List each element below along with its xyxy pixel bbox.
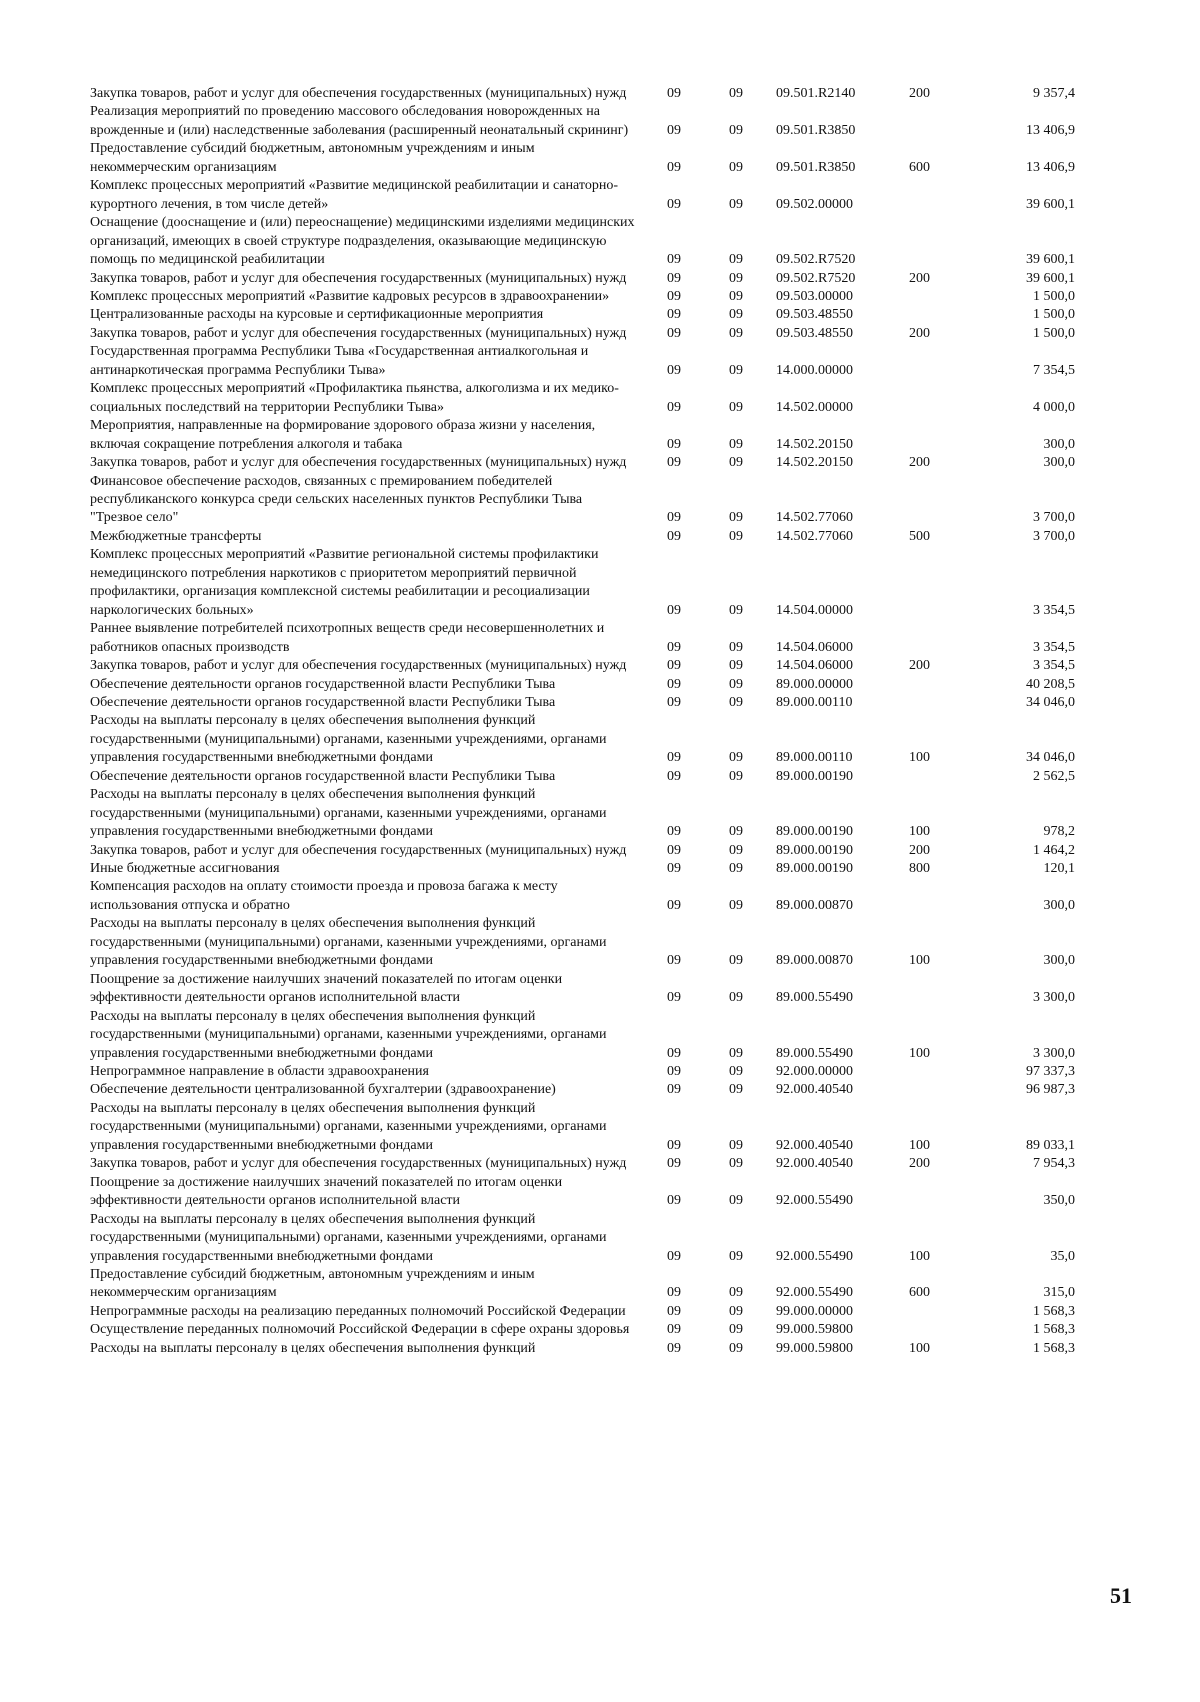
subsection-code: 09 (729, 1193, 743, 1209)
section-code: 09 (667, 1248, 681, 1264)
section-code: 09 (667, 1045, 681, 1061)
row-name: Закупка товаров, работ и услуг для обеспечения государственных (муниципальных) нужд (90, 270, 627, 286)
row-name: Расходы на выплаты персоналу в целях обеспечения выполнения функций государственными (муниципальными) органами, казенными учреждениями, органами управления государственными внебюджетными фондами (90, 713, 607, 766)
target-article-code: 09.503.00000 (776, 288, 853, 304)
table-row (90, 1303, 1110, 1321)
target-article-code: 92.000.55490 (776, 1193, 853, 1209)
target-article-code: 89.000.00190 (776, 824, 853, 840)
section-code: 09 (667, 768, 681, 784)
table-row (90, 473, 1110, 528)
amount: 1 500,0 (1033, 307, 1075, 323)
section-code: 09 (667, 658, 681, 674)
subsection-code: 09 (729, 990, 743, 1006)
expense-type-code: 200 (909, 86, 930, 101)
row-name: Непрограммное направление в области здравоохранения (90, 1064, 429, 1080)
target-article-code: 09.501.R3850 (776, 159, 856, 175)
target-article-code: 99.000.59800 (776, 1340, 853, 1356)
amount: 315,0 (1043, 1285, 1075, 1301)
target-article-code: 89.000.55490 (776, 990, 853, 1006)
subsection-code: 09 (729, 1156, 743, 1172)
section-code: 09 (667, 1285, 681, 1301)
table-row (90, 1155, 1110, 1173)
target-article-code: 92.000.40540 (776, 1082, 853, 1098)
expense-type-code: 100 (909, 953, 930, 969)
section-code: 09 (667, 1156, 681, 1172)
subsection-code: 09 (729, 694, 743, 710)
row-name: Расходы на выплаты персоналу в целях обеспечения выполнения функций (90, 1340, 536, 1356)
budget-table (90, 85, 1110, 1358)
row-name: Комплекс процессных мероприятий «Развитие кадровых ресурсов в здравоохранении» (90, 288, 610, 304)
amount: 300,0 (1043, 953, 1075, 969)
subsection-code: 09 (729, 1322, 743, 1338)
row-name: Закупка товаров, работ и услуг для обеспечения государственных (муниципальных) нужд (90, 325, 627, 341)
expense-type-code: 200 (909, 842, 930, 858)
row-name: Обеспечение деятельности централизованной бухгалтерии (здравоохранение) (90, 1082, 556, 1098)
subsection-code: 09 (729, 1137, 743, 1153)
row-name: Реализация мероприятий по проведению массового обследования новорожденных на врожденные и (или) наследственные заболевания (расширенный неонатальный скрининг) (90, 104, 629, 138)
table-row (90, 546, 1110, 620)
row-name: Обеспечение деятельности органов государственной власти Республики Тыва (90, 676, 556, 692)
table-row (90, 971, 1110, 1008)
row-name: Оснащение (дооснащение и (или) переоснащение) медицинскими изделиями медицинских организаций, имеющих в своей структуре подразделения, оказывающие медицинскую помощь по медицинской реабилитации (90, 215, 635, 268)
row-name: Мероприятия, направленные на формирование здорового образа жизни у населения, включая сокращение потребления алкоголя и табака (90, 418, 596, 452)
target-article-code: 14.502.77060 (776, 528, 853, 544)
subsection-code: 09 (729, 953, 743, 969)
amount: 39 600,1 (1026, 196, 1075, 212)
row-name: Централизованные расходы на курсовые и сертификационные мероприятия (90, 307, 544, 323)
table-row (90, 1063, 1110, 1081)
amount: 97 337,3 (1026, 1064, 1075, 1080)
subsection-code: 09 (729, 824, 743, 840)
section-code: 09 (667, 1082, 681, 1098)
amount: 96 987,3 (1026, 1082, 1075, 1098)
subsection-code: 09 (729, 1303, 743, 1319)
section-code: 09 (667, 325, 681, 341)
table-row (90, 1340, 1110, 1358)
subsection-code: 09 (729, 455, 743, 471)
table-row (90, 1008, 1110, 1063)
subsection-code: 09 (729, 676, 743, 692)
row-name: Обеспечение деятельности органов государственной власти Республики Тыва (90, 694, 556, 710)
section-code: 09 (667, 288, 681, 304)
amount: 3 700,0 (1033, 510, 1075, 526)
table-row (90, 1100, 1110, 1155)
target-article-code: 89.000.55490 (776, 1045, 853, 1061)
subsection-code: 09 (729, 897, 743, 913)
subsection-code: 09 (729, 510, 743, 526)
subsection-code: 09 (729, 196, 743, 212)
page-number: 51 (1110, 1583, 1132, 1608)
amount: 3 300,0 (1033, 990, 1075, 1006)
section-code: 09 (667, 990, 681, 1006)
section-code: 09 (667, 1064, 681, 1080)
subsection-code: 09 (729, 1064, 743, 1080)
amount: 7 954,3 (1033, 1156, 1075, 1172)
expense-type-code: 100 (909, 750, 930, 766)
table-row (90, 878, 1110, 915)
table-row (90, 712, 1110, 767)
subsection-code: 09 (729, 1248, 743, 1264)
target-article-code: 89.000.00190 (776, 768, 853, 784)
section-code: 09 (667, 1340, 681, 1356)
section-code: 09 (667, 1322, 681, 1338)
table-row (90, 1266, 1110, 1303)
section-code: 09 (667, 861, 681, 877)
subsection-code: 09 (729, 288, 743, 304)
target-article-code: 14.000.00000 (776, 362, 853, 378)
section-code: 09 (667, 897, 681, 913)
target-article-code: 89.000.00190 (776, 861, 853, 877)
expense-type-code: 800 (909, 861, 930, 877)
section-code: 09 (667, 436, 681, 452)
target-article-code: 92.000.40540 (776, 1156, 853, 1172)
expense-type-code: 200 (909, 270, 930, 286)
section-code: 09 (667, 1303, 681, 1319)
table-row (90, 768, 1110, 786)
subsection-code: 09 (729, 658, 743, 674)
section-code: 09 (667, 270, 681, 286)
section-code: 09 (667, 750, 681, 766)
target-article-code: 14.504.00000 (776, 602, 853, 618)
amount: 1 500,0 (1033, 325, 1075, 341)
table-row (90, 676, 1110, 694)
target-article-code: 99.000.00000 (776, 1303, 853, 1319)
row-name: Расходы на выплаты персоналу в целях обеспечения выполнения функций государственными (муниципальными) органами, казенными учреждениями, органами управления государственными внебюджетными фондами (90, 1100, 607, 1153)
subsection-code: 09 (729, 528, 743, 544)
amount: 3 300,0 (1033, 1045, 1075, 1061)
table-row (90, 214, 1110, 269)
subsection-code: 09 (729, 122, 743, 138)
target-article-code: 92.000.40540 (776, 1137, 853, 1153)
section-code: 09 (667, 196, 681, 212)
row-name: Комплекс процессных мероприятий «Развитие региональной системы профилактики немедицинского потребления наркотиков с приоритетом мероприятий первичной профилактики, организация комплексной системы реабилитации и ресоциализации наркологических больных» (90, 547, 599, 618)
table-row (90, 306, 1110, 324)
section-code: 09 (667, 602, 681, 618)
table-row (90, 1081, 1110, 1099)
amount: 3 700,0 (1033, 528, 1075, 544)
section-code: 09 (667, 676, 681, 692)
amount: 2 562,5 (1033, 768, 1075, 784)
subsection-code: 09 (729, 750, 743, 766)
section-code: 09 (667, 86, 681, 101)
amount: 1 464,2 (1033, 842, 1075, 858)
subsection-code: 09 (729, 325, 743, 341)
amount: 39 600,1 (1026, 252, 1075, 268)
amount: 34 046,0 (1026, 694, 1075, 710)
expense-type-code: 100 (909, 824, 930, 840)
row-name: Расходы на выплаты персоналу в целях обеспечения выполнения функций государственными (муниципальными) органами, казенными учреждениями, органами управления государственными внебюджетными фондами (90, 1008, 607, 1061)
table-row (90, 288, 1110, 306)
section-code: 09 (667, 510, 681, 526)
subsection-code: 09 (729, 399, 743, 415)
row-name: Поощрение за достижение наилучших значений показателей по итогам оценки эффективности деятельности органов исполнительной власти (90, 1174, 563, 1209)
section-code: 09 (667, 362, 681, 378)
table-row (90, 103, 1110, 140)
amount: 1 568,3 (1033, 1322, 1075, 1338)
row-name: Комплекс процессных мероприятий «Развитие медицинской реабилитации и санаторно-курортного лечения, в том числе детей» (90, 178, 618, 212)
target-article-code: 89.000.00870 (776, 953, 853, 969)
row-name: Закупка товаров, работ и услуг для обеспечения государственных (муниципальных) нужд (90, 1156, 627, 1172)
amount: 300,0 (1043, 897, 1075, 913)
target-article-code: 14.504.06000 (776, 639, 853, 655)
target-article-code: 14.502.00000 (776, 399, 853, 415)
row-name: Закупка товаров, работ и услуг для обеспечения государственных (муниципальных) нужд (90, 86, 627, 101)
table-row (90, 454, 1110, 472)
target-article-code: 14.502.20150 (776, 436, 853, 452)
target-article-code: 89.000.00870 (776, 897, 853, 913)
row-name: Межбюджетные трансферты (90, 528, 262, 544)
target-article-code: 09.503.48550 (776, 325, 853, 341)
subsection-code: 09 (729, 602, 743, 618)
row-name: Закупка товаров, работ и услуг для обеспечения государственных (муниципальных) нужд (90, 658, 627, 674)
row-name: Комплекс процессных мероприятий «Профилактика пьянства, алкоголизма и их медико-социальных последствий на территории Республики Тыва» (90, 381, 619, 415)
row-name: Иные бюджетные ассигнования (90, 861, 280, 877)
table-row (90, 325, 1110, 343)
expense-type-code: 200 (909, 325, 930, 341)
table-row (90, 1174, 1110, 1211)
row-name: Расходы на выплаты персоналу в целях обеспечения выполнения функций государственными (муниципальными) органами, казенными учреждениями, органами управления государственными внебюджетными фондами (90, 1211, 607, 1264)
table-row (90, 417, 1110, 454)
subsection-code: 09 (729, 436, 743, 452)
section-code: 09 (667, 953, 681, 969)
section-code: 09 (667, 455, 681, 471)
subsection-code: 09 (729, 307, 743, 323)
row-name: Компенсация расходов на оплату стоимости проезда и провоза багажа к месту использования отпуска и обратно (90, 879, 558, 913)
row-name: Предоставление субсидий бюджетным, автономным учреждениям и иным некоммерческим организациям (90, 141, 535, 175)
target-article-code: 14.502.77060 (776, 510, 853, 526)
subsection-code: 09 (729, 768, 743, 784)
expense-type-code: 100 (909, 1045, 930, 1061)
amount: 34 046,0 (1026, 750, 1075, 766)
amount: 3 354,5 (1033, 602, 1075, 618)
amount: 35,0 (1050, 1248, 1075, 1264)
amount: 350,0 (1043, 1193, 1075, 1209)
section-code: 09 (667, 252, 681, 268)
amount: 39 600,1 (1026, 270, 1075, 286)
subsection-code: 09 (729, 1285, 743, 1301)
target-article-code: 09.502.R7520 (776, 252, 856, 268)
table-row (90, 343, 1110, 380)
target-article-code: 09.501.R3850 (776, 122, 856, 138)
amount: 7 354,5 (1033, 362, 1075, 378)
section-code: 09 (667, 1193, 681, 1209)
target-article-code: 92.000.55490 (776, 1248, 853, 1264)
target-article-code: 09.502.R7520 (776, 270, 856, 286)
row-name: Непрограммные расходы на реализацию переданных полномочий Российской Федерации (90, 1303, 626, 1319)
amount: 300,0 (1043, 436, 1075, 452)
table-row (90, 915, 1110, 970)
amount: 40 208,5 (1026, 676, 1075, 692)
row-name: Обеспечение деятельности органов государственной власти Республики Тыва (90, 768, 556, 784)
target-article-code: 89.000.00110 (776, 750, 853, 766)
table-row (90, 177, 1110, 214)
table-row (90, 1211, 1110, 1266)
row-name: Осуществление переданных полномочий Российской Федерации в сфере охраны здоровья (90, 1322, 630, 1338)
amount: 1 568,3 (1033, 1340, 1075, 1356)
section-code: 09 (667, 528, 681, 544)
target-article-code: 09.503.48550 (776, 307, 853, 323)
subsection-code: 09 (729, 159, 743, 175)
expense-type-code: 200 (909, 658, 930, 674)
subsection-code: 09 (729, 270, 743, 286)
amount: 1 500,0 (1033, 288, 1075, 304)
table-row (90, 786, 1110, 841)
section-code: 09 (667, 824, 681, 840)
target-article-code: 99.000.59800 (776, 1322, 853, 1338)
section-code: 09 (667, 159, 681, 175)
subsection-code: 09 (729, 252, 743, 268)
section-code: 09 (667, 399, 681, 415)
expense-type-code: 600 (909, 159, 930, 175)
section-code: 09 (667, 694, 681, 710)
target-article-code: 14.502.20150 (776, 455, 853, 471)
expense-type-code: 100 (909, 1137, 930, 1153)
expense-type-code: 500 (909, 528, 930, 544)
amount: 120,1 (1043, 861, 1075, 877)
table-row (90, 620, 1110, 657)
section-code: 09 (667, 1137, 681, 1153)
expense-type-code: 200 (909, 1156, 930, 1172)
expense-type-code: 100 (909, 1340, 930, 1356)
section-code: 09 (667, 639, 681, 655)
subsection-code: 09 (729, 1045, 743, 1061)
target-article-code: 89.000.00190 (776, 842, 853, 858)
subsection-code: 09 (729, 1082, 743, 1098)
row-name: Государственная программа Республики Тыва «Государственная антиалкогольная и антинаркотическая программа Республики Тыва» (90, 344, 589, 378)
amount: 3 354,5 (1033, 639, 1075, 655)
amount: 978,2 (1043, 824, 1075, 840)
amount: 300,0 (1043, 455, 1075, 471)
amount: 3 354,5 (1033, 658, 1075, 674)
target-article-code: 89.000.00110 (776, 694, 853, 710)
expense-type-code: 200 (909, 455, 930, 471)
expense-type-code: 100 (909, 1248, 930, 1264)
section-code: 09 (667, 122, 681, 138)
target-article-code: 14.504.06000 (776, 658, 853, 674)
row-name: Поощрение за достижение наилучших значений показателей по итогам оценки эффективности деятельности органов исполнительной власти (90, 971, 563, 1006)
table-row (90, 842, 1110, 860)
amount: 89 033,1 (1026, 1137, 1075, 1153)
table-row (90, 85, 1110, 103)
table-row (90, 270, 1110, 288)
row-name: Закупка товаров, работ и услуг для обеспечения государственных (муниципальных) нужд (90, 455, 627, 471)
target-article-code: 09.501.R2140 (776, 86, 856, 101)
target-article-code: 92.000.55490 (776, 1285, 853, 1301)
amount: 13 406,9 (1026, 159, 1075, 175)
section-code: 09 (667, 842, 681, 858)
expense-type-code: 600 (909, 1285, 930, 1301)
subsection-code: 09 (729, 1340, 743, 1356)
amount: 4 000,0 (1033, 399, 1075, 415)
target-article-code: 92.000.00000 (776, 1064, 853, 1080)
section-code: 09 (667, 307, 681, 323)
table-row (90, 657, 1110, 675)
amount: 13 406,9 (1026, 122, 1075, 138)
subsection-code: 09 (729, 842, 743, 858)
subsection-code: 09 (729, 362, 743, 378)
target-article-code: 89.000.00000 (776, 676, 853, 692)
table-row (90, 380, 1110, 417)
subsection-code: 09 (729, 639, 743, 655)
row-name: Финансовое обеспечение расходов, связанных с премированием победителей республиканского конкурса среди сельских населенных пунктов Республики Тыва "Трезвое село" (90, 473, 583, 526)
table-row (90, 860, 1110, 878)
subsection-code: 09 (729, 86, 743, 101)
table-row (90, 694, 1110, 712)
row-name: Раннее выявление потребителей психотропных веществ среди несовершеннолетних и работников опасных производств (90, 621, 605, 655)
row-name: Расходы на выплаты персоналу в целях обеспечения выполнения функций государственными (муниципальными) органами, казенными учреждениями, органами управления государственными внебюджетными фондами (90, 916, 607, 969)
row-name: Предоставление субсидий бюджетным, автономным учреждениям и иным некоммерческим организациям (90, 1267, 535, 1301)
target-article-code: 09.502.00000 (776, 196, 853, 212)
amount: 9 357,4 (1033, 86, 1075, 101)
subsection-code: 09 (729, 861, 743, 877)
row-name: Расходы на выплаты персоналу в целях обеспечения выполнения функций государственными (муниципальными) органами, казенными учреждениями, органами управления государственными внебюджетными фондами (90, 787, 607, 840)
table-row (90, 528, 1110, 546)
row-name: Закупка товаров, работ и услуг для обеспечения государственных (муниципальных) нужд (90, 842, 627, 858)
table-row (90, 1321, 1110, 1339)
table-row (90, 140, 1110, 177)
amount: 1 568,3 (1033, 1303, 1075, 1319)
